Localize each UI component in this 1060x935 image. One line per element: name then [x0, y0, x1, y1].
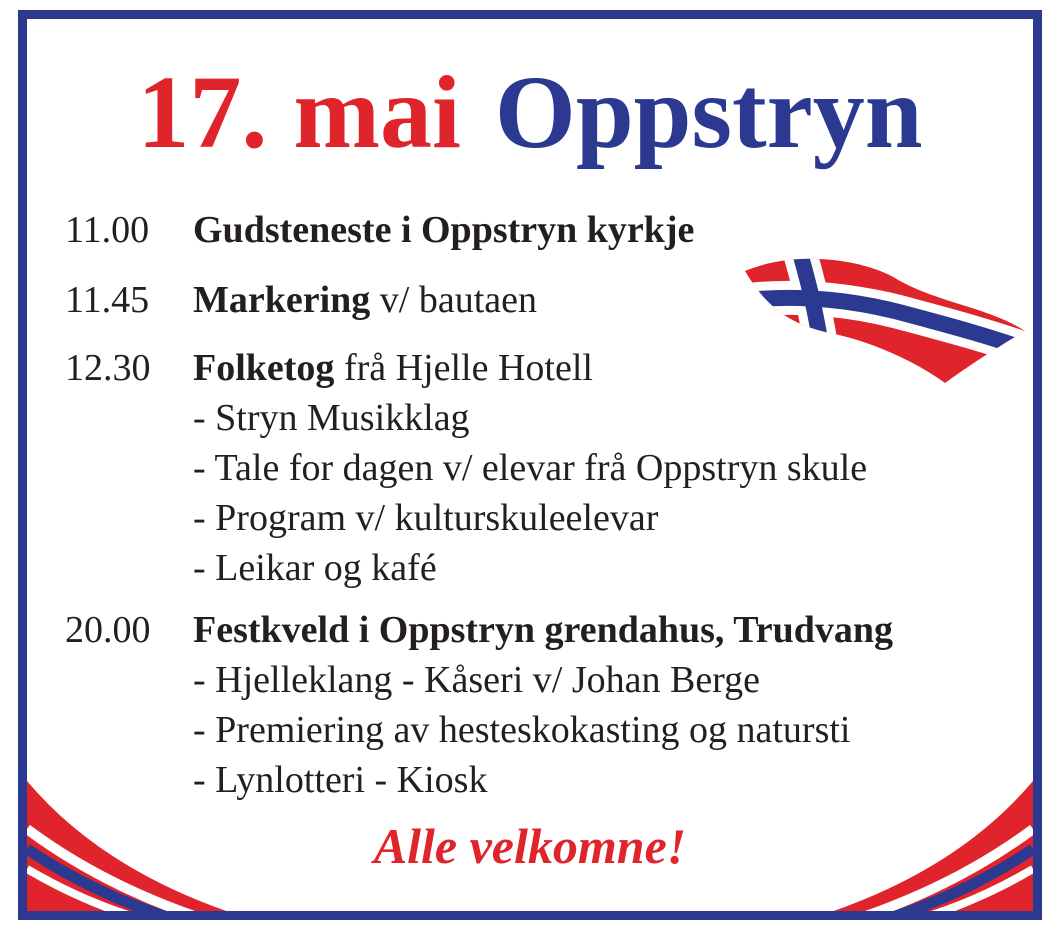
program-time: 12.30 [65, 347, 151, 389]
norwegian-flag-icon [740, 253, 1030, 393]
program-subitem: - Leikar og kafé [193, 547, 437, 589]
program-title: Gudsteneste i Oppstryn kyrkje [193, 209, 695, 251]
program-title: Folketog [193, 347, 335, 389]
program-time: 11.00 [65, 209, 150, 251]
program-time: 11.45 [65, 279, 150, 321]
title-place: Oppstryn [494, 55, 923, 170]
program-title: Markering [193, 279, 371, 321]
program-detail: v/ bautaen [370, 279, 538, 321]
program-detail: frå Hjelle Hotell [334, 347, 593, 389]
program-subitem: - Stryn Musikklag [193, 397, 470, 439]
title-date: 17. mai [137, 55, 461, 170]
program-subitem: - Hjelleklang - Kåseri v/ Johan Berge [193, 659, 761, 701]
program-row [65, 277, 537, 323]
program-subitem: - Program v/ kulturskuleelevar [193, 497, 659, 539]
program-row [65, 345, 593, 391]
program-subitem: - Tale for dagen v/ elevar frå Oppstryn skule [193, 447, 868, 489]
poster-title [27, 55, 1033, 170]
program-subitem: - Premiering av hesteskokasting og natursti [193, 709, 851, 751]
program-row [65, 207, 694, 253]
poster-frame [18, 10, 1042, 920]
program-title: Festkveld i Oppstryn grendahus, Trudvang [193, 609, 894, 651]
program-subitem: - Lynlotteri - Kiosk [193, 759, 488, 801]
program-row [65, 607, 893, 653]
closing-text: Alle velkomne! [373, 818, 687, 874]
program-time: 20.00 [65, 609, 151, 651]
